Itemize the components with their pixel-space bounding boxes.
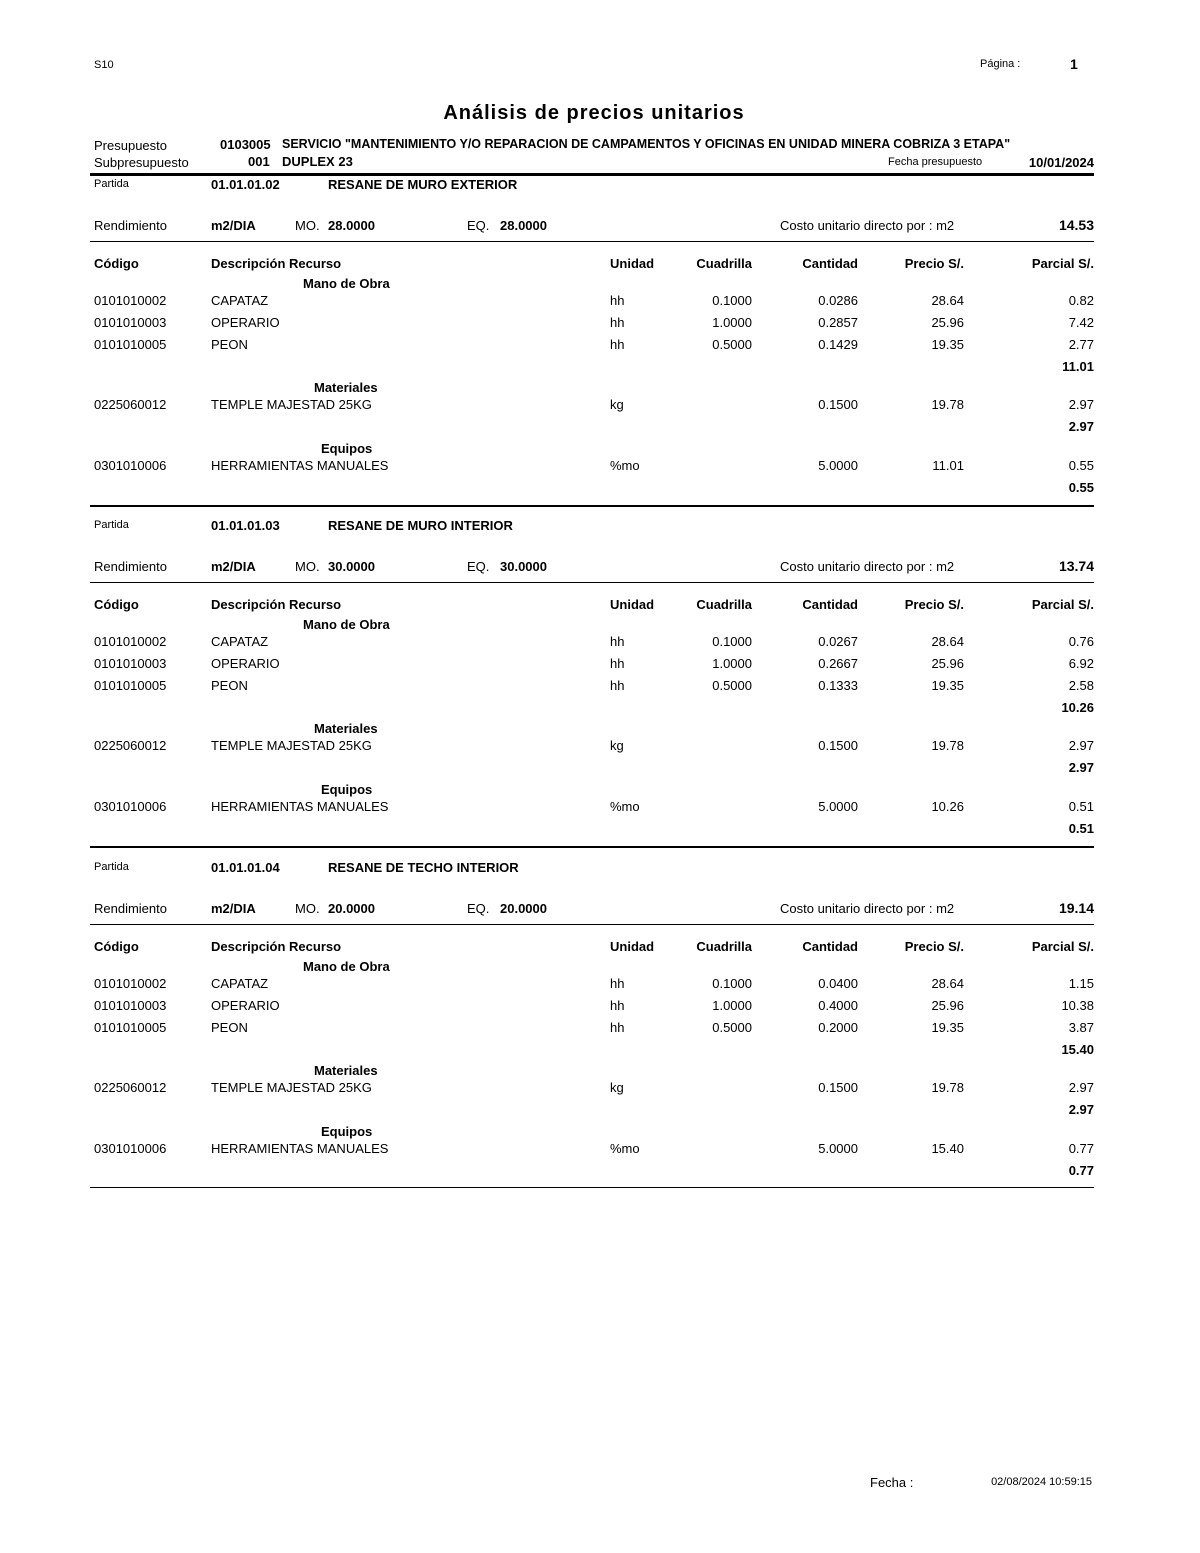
row-precio: 19.78 [931,397,964,412]
partida-code: 01.01.01.04 [211,860,280,875]
col-header-descripcion: Descripción Recurso [211,939,342,954]
costo-unitario-label: Costo unitario directo por : m2 [780,218,955,233]
costo-unitario-value: 14.53 [1058,217,1094,233]
row-cantidad: 5.0000 [818,799,858,814]
group-title: Mano de Obra [303,276,390,291]
footer-fecha-label: Fecha : [870,1475,914,1490]
col-header-cantidad: Cantidad [802,939,858,954]
row-parcial: 0.82 [1068,293,1094,308]
partida-name: RESANE DE MURO INTERIOR [328,518,513,533]
partida-divider [90,1187,1094,1188]
row-parcial: 2.58 [1068,678,1094,693]
col-header-precio: Precio S/. [904,597,964,612]
eq-label: EQ. [467,901,490,916]
row-descripcion: CAPATAZ [211,976,269,991]
system-label: S10 [94,59,114,71]
costo-unitario-value: 13.74 [1058,558,1094,574]
row-precio: 19.78 [931,1080,964,1095]
rendimiento-label: Rendimiento [94,901,167,916]
col-header-cantidad: Cantidad [802,256,858,271]
group-subtotal: 0.55 [1068,480,1094,495]
row-precio: 25.96 [931,656,964,671]
row-precio: 19.35 [931,678,964,693]
group-title: Equipos [321,441,373,456]
group-title: Equipos [321,1124,373,1139]
row-parcial: 2.97 [1068,397,1094,412]
row-descripcion: CAPATAZ [211,634,269,649]
mo-value: 20.0000 [328,901,375,916]
row-cuadrilla: 0.5000 [712,1020,752,1035]
rendimiento-label: Rendimiento [94,559,167,574]
row-descripcion: OPERARIO [211,315,280,330]
row-unidad: %mo [610,799,640,814]
group-subtotal: 0.51 [1068,821,1094,836]
row-cuadrilla: 1.0000 [712,998,752,1013]
row-descripcion: HERRAMIENTAS MANUALES [211,458,389,473]
row-descripcion: TEMPLE MAJESTAD 25KG [211,1080,372,1095]
group-subtotal: 2.97 [1068,760,1094,775]
col-header-descripcion: Descripción Recurso [211,256,342,271]
row-precio: 11.01 [932,458,964,473]
partida-divider [90,846,1094,848]
row-parcial: 0.55 [1068,458,1094,473]
col-header-codigo: Código [94,256,139,271]
row-codigo: 0101010003 [94,315,167,330]
row-unidad: kg [610,738,624,753]
row-descripcion: TEMPLE MAJESTAD 25KG [211,397,372,412]
row-unidad: hh [610,315,625,330]
row-cantidad: 5.0000 [818,1141,858,1156]
col-header-descripcion: Descripción Recurso [211,597,342,612]
presupuesto-code: 0103005 [220,137,271,152]
row-precio: 19.78 [931,738,964,753]
row-precio: 25.96 [931,315,964,330]
subpresupuesto-label: Subpresupuesto [94,155,189,170]
rendimiento-divider [90,924,1094,925]
group-subtotal: 11.01 [1062,359,1094,374]
partida-label: Partida [94,178,129,190]
row-cuadrilla: 0.1000 [712,976,752,991]
mo-label: MO. [295,559,320,574]
row-codigo: 0301010006 [94,1141,167,1156]
row-precio: 19.35 [931,337,964,352]
row-precio: 28.64 [931,293,964,308]
page-label: Página : [980,58,1021,70]
row-cantidad: 0.1500 [818,738,858,753]
subpresupuesto-description: DUPLEX 23 [282,154,353,169]
group-title: Equipos [321,782,373,797]
row-parcial: 6.92 [1068,656,1094,671]
row-cantidad: 0.4000 [818,998,858,1013]
row-cuadrilla: 0.1000 [712,293,752,308]
row-descripcion: HERRAMIENTAS MANUALES [211,799,389,814]
row-precio: 19.35 [931,1020,964,1035]
row-unidad: hh [610,337,625,352]
row-codigo: 0101010005 [94,337,167,352]
row-descripcion: PEON [211,1020,248,1035]
row-descripcion: OPERARIO [211,656,280,671]
costo-unitario-label: Costo unitario directo por : m2 [780,901,955,916]
partida-name: RESANE DE MURO EXTERIOR [328,177,518,192]
fecha-presupuesto: 10/01/2024 [1028,155,1094,170]
eq-value: 30.0000 [500,559,547,574]
row-parcial: 10.38 [1061,998,1094,1013]
fecha-presupuesto-label: Fecha presupuesto [888,156,983,168]
row-descripcion: OPERARIO [211,998,280,1013]
row-unidad: %mo [610,1141,640,1156]
col-header-precio: Precio S/. [904,256,964,271]
partida-label: Partida [94,519,129,531]
row-codigo: 0301010006 [94,458,167,473]
row-unidad: kg [610,1080,624,1095]
row-unidad: hh [610,634,625,649]
row-descripcion: HERRAMIENTAS MANUALES [211,1141,389,1156]
col-header-codigo: Código [94,939,139,954]
group-subtotal: 2.97 [1068,419,1094,434]
row-cuadrilla: 1.0000 [712,315,752,330]
row-codigo: 0225060012 [94,1080,167,1095]
group-subtotal: 2.97 [1068,1102,1094,1117]
row-cantidad: 0.0286 [818,293,858,308]
col-header-parcial: Parcial S/. [1031,256,1094,271]
row-parcial: 0.77 [1068,1141,1094,1156]
partida-divider [90,505,1094,507]
group-title: Materiales [314,380,378,395]
row-descripcion: PEON [211,337,248,352]
row-parcial: 7.42 [1068,315,1094,330]
col-header-unidad: Unidad [610,939,655,954]
row-parcial: 2.97 [1068,1080,1094,1095]
rendimiento-divider [90,582,1094,583]
group-title: Materiales [314,1063,378,1078]
col-header-parcial: Parcial S/. [1031,939,1094,954]
row-unidad: hh [610,998,625,1013]
col-header-precio: Precio S/. [904,939,964,954]
footer-fecha: 02/08/2024 10:59:15 [991,1476,1092,1488]
row-precio: 28.64 [931,976,964,991]
group-subtotal: 0.77 [1068,1163,1094,1178]
rendimiento-divider [90,241,1094,242]
row-codigo: 0101010005 [94,1020,167,1035]
partida-code: 01.01.01.02 [211,177,280,192]
row-cantidad: 0.1429 [818,337,858,352]
rendimiento-unit: m2/DIA [211,901,256,916]
partida-label: Partida [94,861,129,873]
partida-code: 01.01.01.03 [211,518,280,533]
costo-unitario-value: 19.14 [1058,900,1094,916]
row-cantidad: 0.2000 [818,1020,858,1035]
group-subtotal: 15.40 [1061,1042,1094,1057]
row-cuadrilla: 0.1000 [712,634,752,649]
row-parcial: 0.51 [1068,799,1094,814]
row-cantidad: 0.2857 [818,315,858,330]
rendimiento-label: Rendimiento [94,218,167,233]
group-subtotal: 10.26 [1061,700,1094,715]
row-codigo: 0225060012 [94,738,167,753]
row-codigo: 0101010005 [94,678,167,693]
row-parcial: 0.76 [1068,634,1094,649]
row-cantidad: 0.0400 [818,976,858,991]
col-header-cuadrilla: Cuadrilla [696,597,752,612]
row-cuadrilla: 0.5000 [712,337,752,352]
row-codigo: 0101010003 [94,656,167,671]
row-unidad: kg [610,397,624,412]
row-unidad: %mo [610,458,640,473]
row-cantidad: 5.0000 [818,458,858,473]
row-unidad: hh [610,976,625,991]
row-precio: 15.40 [931,1141,964,1156]
page-number: 1 [1070,56,1078,72]
presupuesto-label: Presupuesto [94,138,167,153]
col-header-cuadrilla: Cuadrilla [696,256,752,271]
eq-label: EQ. [467,559,490,574]
costo-unitario-label: Costo unitario directo por : m2 [780,559,955,574]
row-cantidad: 0.2667 [818,656,858,671]
row-parcial: 3.87 [1068,1020,1094,1035]
row-codigo: 0101010002 [94,293,167,308]
presupuesto-description: SERVICIO "MANTENIMIENTO Y/O REPARACION DE CAMPAMENTOS Y OFICINAS EN UNIDAD MINERA COBRIZA 3 ETAPA" [282,137,1011,151]
partida-name: RESANE DE TECHO INTERIOR [328,860,519,875]
group-title: Mano de Obra [303,959,390,974]
row-cantidad: 0.1500 [818,397,858,412]
row-codigo: 0225060012 [94,397,167,412]
eq-value: 20.0000 [500,901,547,916]
mo-label: MO. [295,901,320,916]
row-precio: 10.26 [931,799,964,814]
eq-label: EQ. [467,218,490,233]
row-cantidad: 0.0267 [818,634,858,649]
row-unidad: hh [610,678,625,693]
row-unidad: hh [610,656,625,671]
rendimiento-unit: m2/DIA [211,218,256,233]
row-parcial: 2.77 [1068,337,1094,352]
mo-value: 28.0000 [328,218,375,233]
col-header-unidad: Unidad [610,597,655,612]
row-codigo: 0101010002 [94,634,167,649]
col-header-unidad: Unidad [610,256,655,271]
mo-value: 30.0000 [328,559,375,574]
row-cantidad: 0.1333 [818,678,858,693]
row-codigo: 0101010002 [94,976,167,991]
col-header-codigo: Código [94,597,139,612]
group-title: Materiales [314,721,378,736]
row-precio: 28.64 [931,634,964,649]
row-unidad: hh [610,1020,625,1035]
row-cantidad: 0.1500 [818,1080,858,1095]
row-codigo: 0301010006 [94,799,167,814]
header-divider [90,173,1094,176]
row-parcial: 2.97 [1068,738,1094,753]
row-cuadrilla: 0.5000 [712,678,752,693]
row-cuadrilla: 1.0000 [712,656,752,671]
group-title: Mano de Obra [303,617,390,632]
rendimiento-unit: m2/DIA [211,559,256,574]
col-header-cuadrilla: Cuadrilla [696,939,752,954]
mo-label: MO. [295,218,320,233]
row-descripcion: PEON [211,678,248,693]
row-descripcion: CAPATAZ [211,293,269,308]
col-header-cantidad: Cantidad [802,597,858,612]
row-unidad: hh [610,293,625,308]
row-precio: 25.96 [931,998,964,1013]
page-title: Análisis de precios unitarios [443,102,745,124]
row-descripcion: TEMPLE MAJESTAD 25KG [211,738,372,753]
row-parcial: 1.15 [1068,976,1094,991]
subpresupuesto-code: 001 [248,154,270,169]
col-header-parcial: Parcial S/. [1031,597,1094,612]
eq-value: 28.0000 [500,218,547,233]
row-codigo: 0101010003 [94,998,167,1013]
